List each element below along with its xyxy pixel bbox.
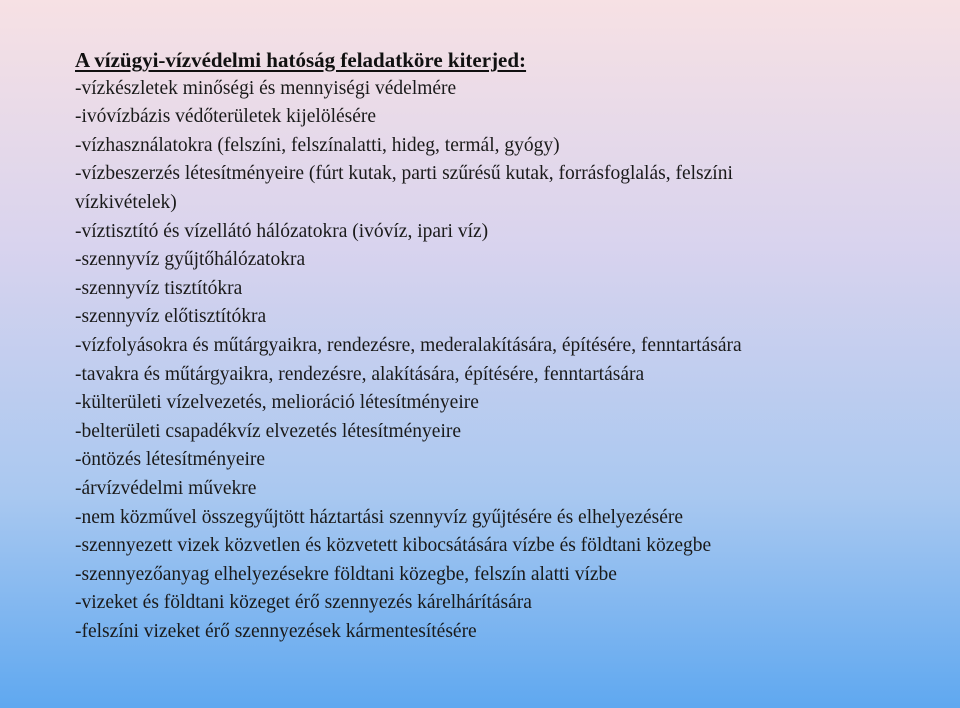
list-item: -ivóvízbázis védőterületek kijelölésére bbox=[75, 106, 377, 128]
list-item: -belterületi csapadékvíz elvezetés létesítményeire bbox=[75, 420, 462, 442]
list-item: -vizeket és földtani közeget érő szennyezés kárelhárítására bbox=[75, 592, 532, 614]
list-item: vízkivételek) bbox=[75, 191, 177, 213]
list-item: -vízbeszerzés létesítményeire (fúrt kutak, parti szűrésű kutak, forrásfoglalás, felszíni bbox=[75, 163, 733, 185]
list-item: -külterületi vízelvezetés, melioráció létesítményeire bbox=[75, 392, 479, 414]
list-item: -víztisztító és vízellátó hálózatokra (ivóvíz, ipari víz) bbox=[75, 220, 489, 242]
slide-title: A vízügyi-vízvédelmi hatóság feladatköre kiterjed: bbox=[75, 48, 527, 72]
list-item: -öntözés létesítményeire bbox=[75, 449, 266, 471]
list-item: -szennyezett vizek közvetlen és közvetett kibocsátására vízbe és földtani közegbe bbox=[75, 535, 712, 557]
list-item: -szennyvíz tisztítókra bbox=[75, 277, 243, 299]
list-item: -vízhasználatokra (felszíni, felszínalatti, hideg, termál, gyógy) bbox=[75, 134, 560, 156]
list-item: -vízfolyásokra és műtárgyaikra, rendezésre, mederalakítására, építésére, fenntartására bbox=[75, 334, 742, 356]
list-item: -szennyezőanyag elhelyezésekre földtani közegbe, felszín alatti vízbe bbox=[75, 563, 617, 585]
list-item: -tavakra és műtárgyaikra, rendezésre, alakítására, építésére, fenntartására bbox=[75, 363, 645, 385]
list-item: -szennyvíz gyűjtőhálózatokra bbox=[75, 249, 306, 271]
list-item: -nem közművel összegyűjtött háztartási szennyvíz gyűjtésére és elhelyezésére bbox=[75, 506, 684, 528]
list-item: -vízkészletek minőségi és mennyiségi védelmére bbox=[75, 77, 457, 99]
jurisdiction-list bbox=[75, 75, 945, 647]
list-item: -szennyvíz előtisztítókra bbox=[75, 306, 267, 328]
slide-content bbox=[75, 46, 945, 646]
list-item: -árvízvédelmi művekre bbox=[75, 477, 257, 499]
list-item: -felszíni vizeket érő szennyezések kármentesítésére bbox=[75, 620, 477, 642]
